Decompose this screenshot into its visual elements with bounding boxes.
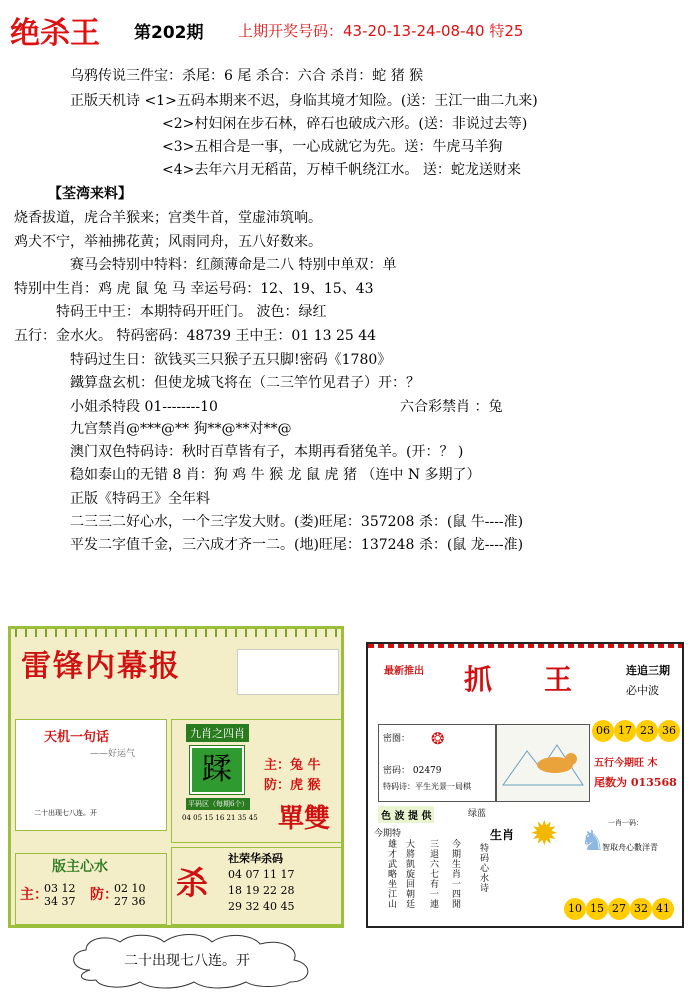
top-number: 36 — [658, 720, 680, 742]
bottom-number: 32 — [630, 898, 652, 920]
bottom-number: 10 — [564, 898, 586, 920]
line-3: <2>村妇闲在步石林，碎石也破成六形。(送：非说过去等) — [162, 116, 528, 132]
poem-col-3: 三退六七有一連 — [430, 840, 440, 910]
line-14: 鐵算盘玄机：但使龙城飞将在（二三竿竹见君子）开：？ — [70, 375, 420, 391]
sha-row-3: 29 32 40 45 — [228, 900, 295, 913]
line-19: 正版《特码王》全年料 — [70, 491, 210, 507]
zhu-label: 主： — [20, 887, 48, 903]
previous-draw-numbers: 上期开奖号码：43-20-13-24-08-40 特25 — [238, 22, 524, 40]
zodiac-box — [171, 719, 343, 843]
right-note2: 智取舟心數洋青 — [602, 843, 658, 852]
line-7: 烧香拔道，虎合羊猴来；宫类牛首，堂虚沛筑响。 — [14, 210, 322, 226]
right-note: 一肖一码： — [608, 819, 643, 827]
line-5: <4>去年六月无稻苗，万棹千帆绕江水。 送：蛇龙送财来 — [162, 162, 521, 178]
must-label: 必中波 — [626, 684, 659, 697]
line-2: 正版天机诗 <1>五码本期来不迟，身临其境才知险。(送：王江一曲二九来) — [70, 93, 538, 109]
line-12: 五行：金水火。 特码密码：48739 王中王：01 13 25 44 — [14, 328, 377, 344]
danshuang-badge: 單雙 — [278, 804, 331, 834]
sha-row-1: 04 07 11 17 — [228, 868, 295, 881]
line-17: 澳门双色特码诗：秋时百草皆有子，本期再看猪兔羊。(开：？ ) — [70, 444, 464, 460]
tianji-box — [15, 719, 167, 831]
line-20: 二三三二好心水，一个三字发大财。(娄)旺尾：357208 杀：(鼠 牛----准) — [70, 514, 524, 530]
ping-label: 平码区（每期6个） — [188, 800, 249, 808]
poem-col-2: 大將凱旋回朝廷 — [406, 840, 416, 910]
line-13: 特码过生日：欲钱买三只猴子五只脚!密码《1780》 — [70, 352, 392, 368]
big-character: 蹂 — [190, 746, 244, 794]
tianji-note: 二十出现七八连。开 — [34, 809, 97, 817]
line-9: 赛马会特别中特料：红颜薄命是二八 特别中单双：单 — [70, 257, 397, 273]
mima-box — [378, 724, 496, 802]
series-label: 连追三期 — [626, 664, 670, 677]
tianji-title: 天机一句话 — [44, 730, 110, 745]
teshi-label: 特码心水诗 — [480, 844, 490, 894]
sha-character: 杀 — [176, 864, 209, 902]
zodiac-box-title: 九肖之四肖 — [186, 724, 249, 742]
fang-numbers: 02 10 27 36 — [114, 882, 146, 908]
board-title: 雷锋内幕报 — [21, 649, 181, 684]
tiger-illustration — [496, 724, 590, 802]
cloud-text: 二十出现七八连。开 — [124, 953, 250, 969]
zhu-zodiac: 主：兔 牛 — [264, 758, 321, 773]
line-8: 鸡犬不宁，举袖拂花黄；风雨同舟，五八好数来。 — [14, 234, 322, 250]
wuxing-label: 五行今期旺 木 — [594, 758, 658, 769]
mima-numbers: 密码： 02479 — [383, 766, 442, 776]
fang-label: 防： — [90, 887, 118, 903]
issue-number: 第202期 — [134, 23, 204, 43]
zhuawang-board — [366, 642, 684, 928]
bottom-number: 41 — [652, 898, 674, 920]
top-number: 06 — [592, 720, 614, 742]
sun-icon: ✹ — [530, 814, 559, 854]
line-10: 特别中生肖：鸡 虎 鼠 兔 马 幸运号码：12、19、15、43 — [14, 281, 374, 297]
cloud-callout — [60, 930, 322, 990]
bottom-number: 27 — [608, 898, 630, 920]
line-4: <3>五相合是一事，一心成就它为先。送：牛虎马羊狗 — [162, 139, 503, 155]
section-heading: 【荃湾来料】 — [48, 186, 132, 202]
community-title: 社荣华杀码 — [228, 852, 283, 865]
right-tag: 最新推出 — [384, 666, 424, 677]
ping-numbers: 04 05 15 16 21 35 45 — [182, 814, 258, 822]
board-top-border — [368, 644, 682, 648]
fang-zodiac: 防：虎 猴 — [264, 778, 321, 793]
top-number: 23 — [636, 720, 658, 742]
bottom-number: 15 — [586, 898, 608, 920]
sha-box — [171, 847, 343, 925]
board-blank-box — [237, 649, 339, 695]
banzhu-title: 版主心水 — [52, 859, 108, 875]
weishu-label: 尾数为 013568 — [594, 776, 677, 789]
mima-poem: 特码诗：平生光景一局棋 — [383, 782, 471, 791]
horse-icon: ♞ — [580, 824, 606, 857]
poem-col-0: 今期特 — [374, 829, 402, 839]
line-16: 九宫禁肖@***@** 狗**@**对**@ — [70, 421, 292, 437]
line-18: 稳如泰山的无错 8 肖：狗 鸡 牛 猴 龙 鼠 虎 猪 （连中 N 多期了） — [70, 467, 481, 483]
mima-label: 密圈： — [383, 734, 411, 744]
color-value: 绿蓝 — [468, 809, 487, 819]
line-11: 特码王中王：本期特码开旺门。 波色：绿红 — [56, 304, 327, 320]
zhu-numbers: 03 12 34 37 — [44, 882, 76, 908]
line-15a: 小姐杀特段 01--------10 — [70, 399, 218, 415]
poem-col-4: 今期生肖一四閒 — [452, 840, 462, 910]
line-1: 乌鸦传说三件宝：杀尾：6 尾 杀合：六合 杀肖：蛇 猪 猴 — [70, 68, 424, 84]
shengxiao-label: 生肖 — [490, 828, 515, 842]
tianji-subtitle: ——好运气 — [90, 749, 136, 759]
tiger-icon — [497, 725, 589, 801]
board-top-ruler — [15, 629, 339, 637]
page-title: 绝杀王 — [10, 16, 100, 51]
line-21: 平发二字值千金，三六成才齐一二。(地)旺尾：137248 杀：(鼠 龙----准) — [70, 537, 524, 553]
mima-icon: ❂ — [431, 729, 445, 748]
leifeng-board — [8, 626, 344, 928]
right-title-b: 王 — [544, 663, 573, 696]
poem-col-1: 雄才武略坐江山 — [388, 840, 398, 910]
top-number: 17 — [614, 720, 636, 742]
sha-row-2: 18 19 22 28 — [228, 884, 295, 897]
color-label: 色 波 提 供 — [378, 806, 434, 823]
banzhu-box — [15, 853, 167, 925]
right-title-a: 抓 — [464, 663, 493, 696]
line-15b: 六合彩禁肖 ：兔 — [400, 399, 503, 415]
